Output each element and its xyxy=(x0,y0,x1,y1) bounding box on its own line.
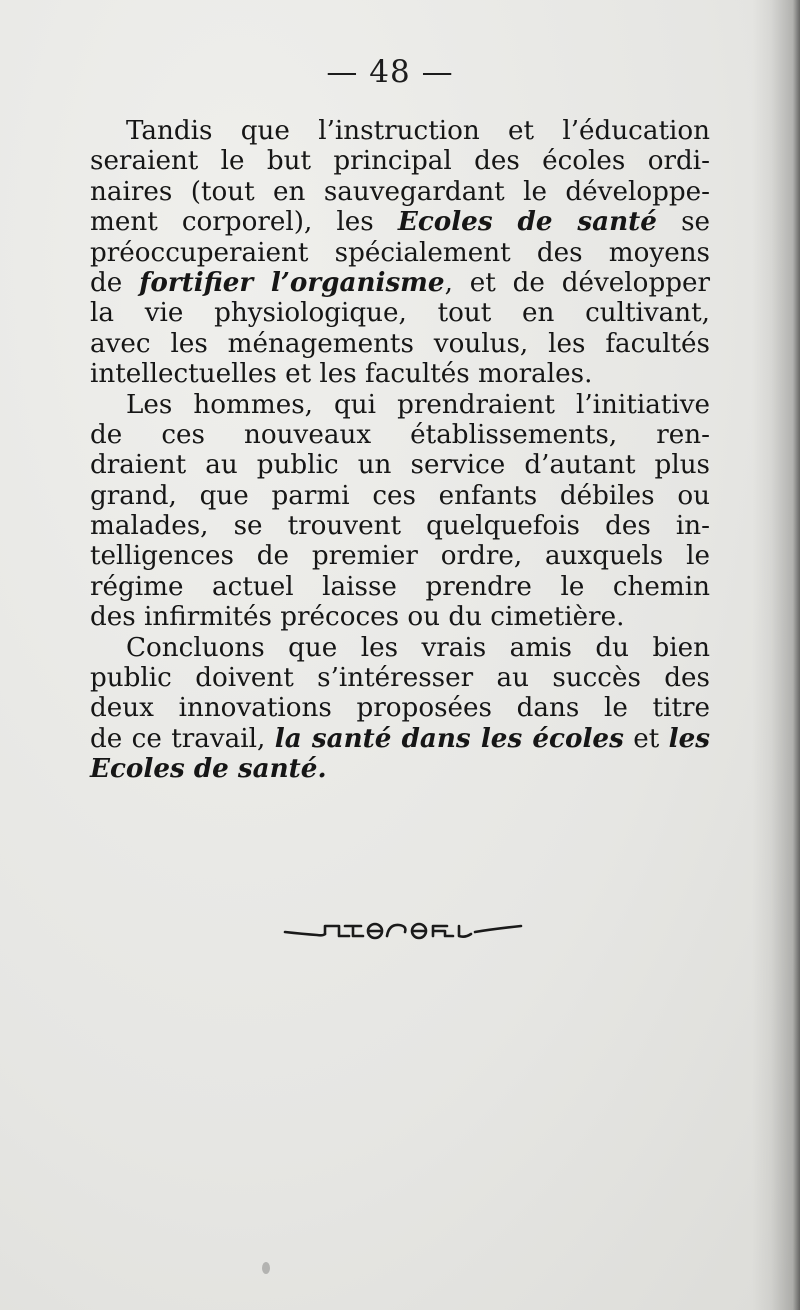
text-segment: se xyxy=(681,207,710,238)
italic-phrase: les xyxy=(668,722,711,754)
text-line: Concluons que les vrais amis du bien xyxy=(126,632,710,663)
text-segment: de ce travail, xyxy=(90,723,266,754)
italic-phrase: Ecoles de santé xyxy=(397,206,657,238)
gutter-shadow xyxy=(752,0,800,1310)
text-line: régime actuel laisse prendre le chemin xyxy=(90,571,710,602)
italic-phrase: fortifier l’organisme xyxy=(139,266,445,298)
text-line: telligences de premier ordre, auxquels le xyxy=(90,541,710,572)
text-line: grand, que parmi ces enfants débiles ou xyxy=(90,480,710,511)
text-segment: , et de développer xyxy=(444,267,710,298)
text-line: malades, se trouvent quelquefois des in- xyxy=(90,511,710,542)
body-text xyxy=(90,116,710,785)
text-line: intellectuelles et les facultés morales. xyxy=(90,359,593,390)
text-line xyxy=(90,754,710,784)
text-segment: de xyxy=(90,267,123,298)
text-line: de ces nouveaux établissements, ren- xyxy=(90,419,710,450)
text-line xyxy=(90,724,710,754)
text-line: Les hommes, qui prendraient l’initiative xyxy=(126,389,710,420)
paper-speck xyxy=(262,1262,270,1274)
text-line: public doivent s’intéresser au succès des xyxy=(90,663,710,694)
text-line xyxy=(90,207,710,237)
text-line: seraient le but principal des écoles ordi- xyxy=(90,146,710,177)
text-line: deux innovations proposées dans le titre xyxy=(90,693,710,724)
tailpiece-ornament-icon xyxy=(283,912,523,948)
italic-phrase: Ecoles de santé. xyxy=(90,753,327,785)
italic-phrase: la santé dans les écoles xyxy=(274,722,624,754)
text-segment: ment corporel), les xyxy=(90,207,374,238)
text-line: des infirmités précoces ou du cimetière. xyxy=(90,602,625,633)
text-line: draient au public un service d’autant plus xyxy=(90,450,710,481)
page-number: — 48 — xyxy=(326,54,454,90)
text-line: préoccuperaient spécialement des moyens xyxy=(90,237,710,268)
text-line: naires (tout en sauvegardant le développe- xyxy=(90,176,710,207)
text-line xyxy=(90,268,710,298)
text-line: Tandis que l’instruction et l’éducation xyxy=(126,116,710,146)
text-segment: et xyxy=(633,723,660,754)
text-line: avec les ménagements voulus, les facultés xyxy=(90,328,710,359)
text-line: la vie physiologique, tout en cultivant, xyxy=(90,298,710,329)
